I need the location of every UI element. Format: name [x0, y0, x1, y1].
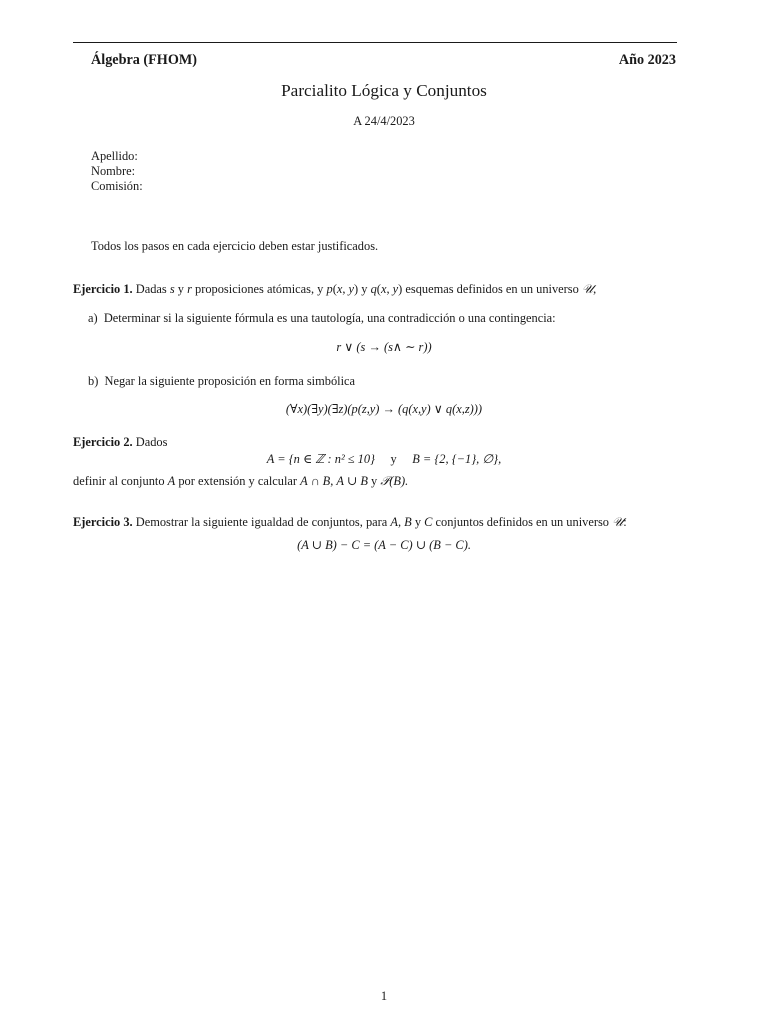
- exercise-1-heading: Ejercicio 1.: [73, 282, 133, 296]
- exercise-1b: [88, 374, 355, 390]
- part-b-text: Negar la siguiente proposición en forma simbólica: [104, 374, 356, 388]
- field-nombre: Nombre:: [91, 164, 136, 178]
- scheme-q: q(x, y): [370, 282, 403, 296]
- exam-year: Año 2023: [618, 52, 676, 68]
- var-s: s: [169, 282, 175, 296]
- part-a-label: a): [88, 311, 98, 325]
- e2-task-3: y: [371, 474, 378, 488]
- universe-symbol: 𝒰: [581, 282, 594, 296]
- part-b-label: b): [88, 374, 99, 388]
- e1-word-3: proposiciones atómicas, y: [195, 282, 324, 296]
- var-C: C: [424, 515, 433, 529]
- exercise-3-intro: Ejercicio 3. Demostrar la siguiente igualdad de conjuntos, para A, B y C conjuntos definidos en un universo 𝒰:: [73, 515, 627, 529]
- set-a-definition: A = {n ∈ ℤ : n² ≤ 10}: [266, 452, 376, 466]
- exercise-2-task: definir al conjunto A por extensión y calcular A ∩ B, A ∪ B y 𝒫(B).: [73, 474, 409, 488]
- formula-1b: (∀x)(∃y)(∃z)(p(z,y) → (q(x,y) ∨ q(x,z))): [285, 402, 483, 416]
- formula-1a: r ∨ (s → (s∧ ∼ r)): [336, 340, 432, 354]
- exercise-1a: [88, 311, 556, 327]
- exam-subtitle: A 24/4/2023: [353, 114, 415, 128]
- e1-word-6: ,: [593, 282, 597, 296]
- page-number: 1: [380, 989, 388, 1003]
- course-name: Álgebra (FHOM): [91, 52, 197, 68]
- header-rule: [73, 42, 677, 43]
- e1-word-1: Dadas: [135, 282, 167, 296]
- op-union: A ∪ B: [336, 474, 368, 488]
- e2-connector: y: [390, 452, 397, 466]
- set-b-definition: B = {2, {−1}, ∅},: [412, 452, 502, 466]
- formula-2-sets: [0, 452, 768, 468]
- e2-task-2: por extensión y calcular: [178, 474, 298, 488]
- var-r: r: [187, 282, 192, 296]
- e2-lead: Dados: [135, 435, 168, 449]
- instructions: Todos los pasos en cada ejercicio deben estar justificados.: [91, 239, 379, 253]
- scheme-p: p(x, y): [326, 282, 359, 296]
- e1-word-2: y: [177, 282, 184, 296]
- exercise-2-intro: [73, 435, 167, 451]
- e1-word-4: y: [361, 282, 368, 296]
- op-power-set: 𝒫(B).: [380, 474, 409, 488]
- exercise-2-heading: Ejercicio 2.: [73, 435, 133, 449]
- field-comision: Comisión:: [91, 179, 143, 193]
- e2-task-1: definir al conjunto: [73, 474, 165, 488]
- field-apellido: Apellido:: [91, 149, 138, 163]
- universe-symbol-2: 𝒰: [612, 515, 624, 529]
- op-intersection: A ∩ B: [300, 474, 331, 488]
- var-A: A: [167, 474, 176, 488]
- vars-a-b: A, B: [390, 515, 412, 529]
- e3-word-2: y: [414, 515, 422, 529]
- e3-word-1: Demostrar la siguiente igualdad de conjuntos, para: [135, 515, 388, 529]
- e3-word-3: conjuntos definidos en un universo: [435, 515, 609, 529]
- formula-3: (A ∪ B) − C = (A − C) ∪ (B − C).: [297, 538, 471, 552]
- page-title: Parcialito Lógica y Conjuntos: [281, 81, 487, 100]
- part-a-text: Determinar si la siguiente fórmula es una tautología, una contradicción o una contingencia:: [103, 311, 556, 325]
- exercise-3-heading: Ejercicio 3.: [73, 515, 133, 529]
- exercise-1-intro: [73, 282, 596, 298]
- e1-word-5: esquemas definidos en un universo: [405, 282, 579, 296]
